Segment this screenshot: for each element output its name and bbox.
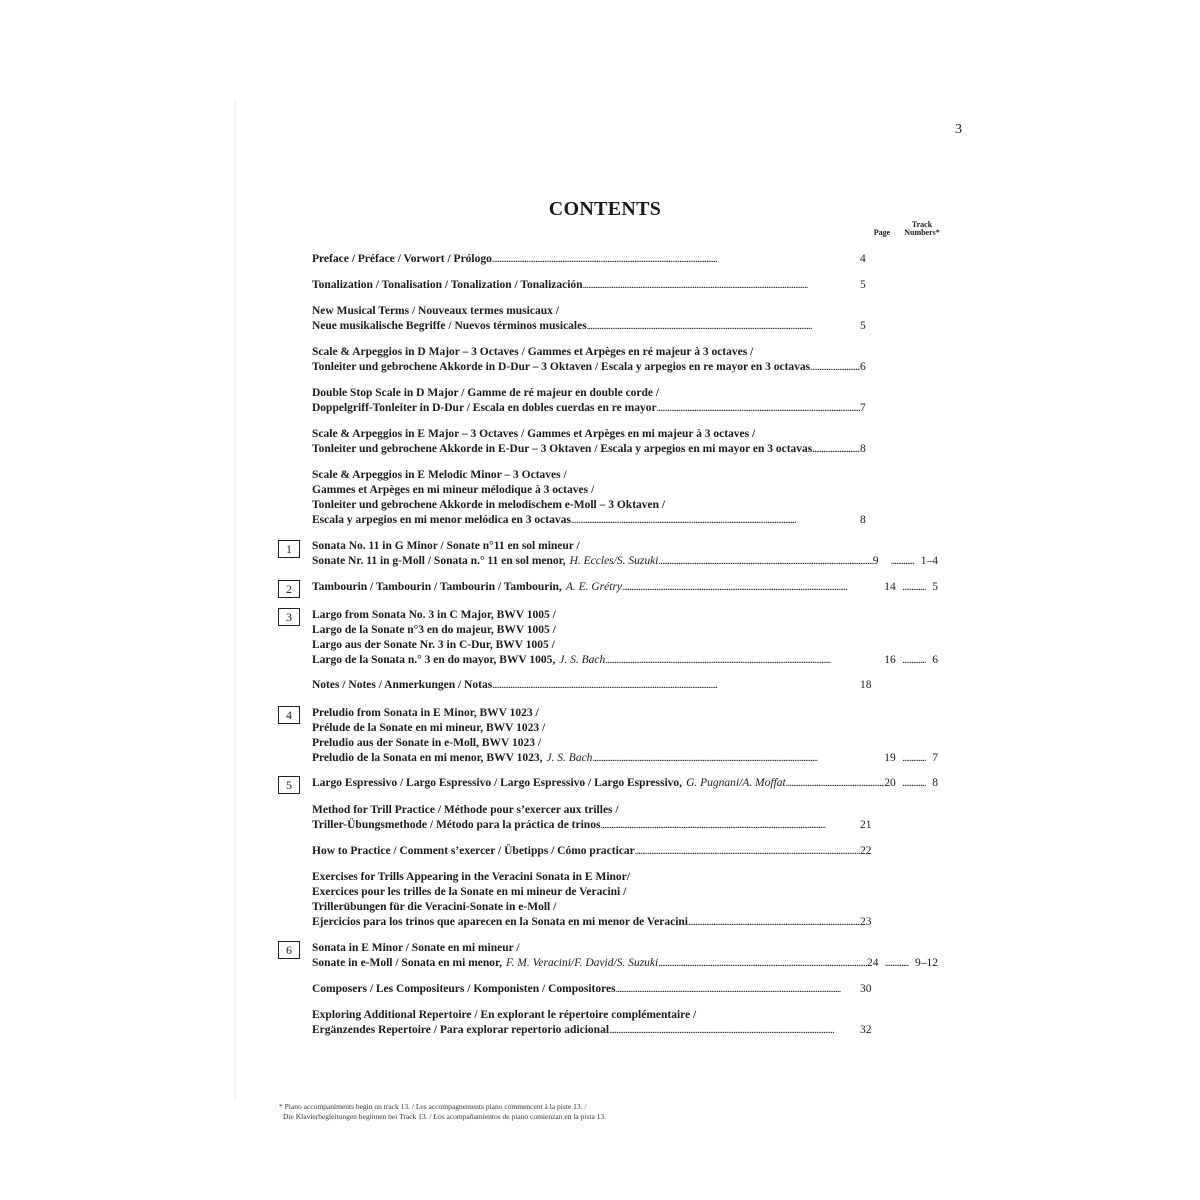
dot-leader [583,278,860,293]
toc-entry-page: 21 [860,819,872,831]
page-title: CONTENTS [548,198,662,220]
toc-entry-page: 4 [860,253,866,265]
dot-leader [571,513,860,528]
dot-leader [622,580,884,595]
toc-entry-title: Tonleiter und gebrochene Akkorde in D-Dur – 3 Oktaven / Escala y arpegios en re mayor en 3 octavas [312,361,811,373]
toc-entry-page: 6 [860,361,866,373]
dot-leader [592,751,884,766]
toc-entry-composer: A. E. Grétry [565,581,623,593]
toc-entry-line [312,956,938,971]
dot-leader [605,653,884,668]
toc-entry-title: Sonate Nr. 11 in g-Moll / Sonata n.° 11 en sol menor, [312,555,566,567]
dot-leader [609,1023,860,1038]
toc-entry-page: 5 [860,320,866,332]
toc-entry-line [312,554,938,569]
toc-entry-title: Neue musikalische Begriffe / Nuevos términos musicales [312,320,587,332]
toc-entry-line [312,539,938,554]
toc-entry-title: Exploring Additional Repertoire / En explorant le répertoire complémentaire / [312,1009,697,1021]
toc-entry-composer: J. S. Bach [546,752,593,764]
toc-entry-line [312,304,938,319]
toc-entry-composer: F. M. Veracini/F. David/S. Suzuki [505,957,659,969]
toc-entry-title: New Musical Terms / Nouveaux termes musicaux / [312,305,559,317]
toc-entry-tracks: 1–4 [920,555,938,567]
toc-entry-title: Scale & Arpeggios in E Major – 3 Octaves / Gammes et Arpèges en mi majeur à 3 octaves / [312,428,756,440]
column-header-page: Page [873,228,891,237]
toc-entry [312,345,938,375]
toc-entry-line [312,386,938,401]
toc-entry-title: Sonata in E Minor / Sonate en mi mineur / [312,942,520,954]
toc-entry [312,1008,938,1038]
piece-number-box: 2 [278,580,300,598]
dot-leader [616,982,860,997]
toc-entry-title: Notes / Notes / Anmerkungen / Notas [312,679,493,691]
toc-entry-line [312,483,938,498]
toc-entry [312,580,938,595]
toc-entry-title: Largo from Sonata No. 3 in C Major, BWV 1005 / [312,609,556,621]
toc-entry-line [312,1023,938,1038]
toc-entry-page: 8 [860,443,866,455]
dot-leader [688,915,860,930]
toc-entry [312,468,938,528]
toc-entry-title: Tonleiter und gebrochene Akkorde in E-Dur – 3 Oktaven / Escala y arpegios en mi mayor en 3 octavas [312,443,813,455]
toc-entry-title: Preludio from Sonata in E Minor, BWV 1023 / [312,707,539,719]
toc-entry-title: Exercices pour les trilles de la Sonate en mi mineur de Veracini / [312,886,627,898]
toc-entry [312,427,938,457]
dot-leader [492,252,860,267]
toc-entry-line [312,319,938,334]
track-dot-leader [902,653,932,668]
footnote-line-2: Die Klavierbegleitungen beginnen bei Track 13. / Los acompañamientos de piano comienzan en la pista 13. [283,1112,607,1121]
toc-entry-title: Tonleiter und gebrochene Akkorde in melodischem e-Moll – 3 Oktaven / [312,499,666,511]
track-dot-leader [885,956,915,971]
toc-entry [312,278,938,293]
toc-entry-title: Scale & Arpeggios in E Melodic Minor – 3 Octaves / [312,469,567,481]
track-dot-leader [902,580,932,595]
toc-entry-line [312,580,938,595]
toc-entry-line [312,900,938,915]
toc-entry-line [312,252,938,267]
footnote [279,1102,606,1122]
toc-entry-composer: H. Eccles/S. Suzuki [569,555,659,567]
dot-leader [658,956,867,971]
toc-entry-title: Preludio aus der Sonate in e-Moll, BWV 1023 / [312,737,542,749]
toc-entry-title: Tambourin / Tambourin / Tambourin / Tambourin, [312,581,562,593]
toc-entry-page: 24 [867,957,879,969]
toc-entry-title: How to Practice / Comment s’exercer / Übetipps / Cómo practicar [312,845,635,857]
dot-leader [658,554,872,569]
toc-entry-tracks: 8 [932,777,938,789]
toc-entry-title: Method for Trill Practice / Méthode pour s’exercer aux trilles / [312,804,619,816]
toc-entry [312,844,938,859]
toc-entry-line [312,401,938,416]
toc-entry-line [312,721,938,736]
toc-entry-title: Ejercicios para los trinos que aparecen en la Sonata en mi menor de Veracini [312,916,688,928]
toc-entry-line [312,360,938,375]
column-header-track-line2: Numbers* [904,228,940,237]
track-dot-leader [902,751,932,766]
toc-entry-page: 32 [860,1024,872,1036]
toc-entry-title: Trillerübungen für die Veracini-Sonate in e-Moll / [312,901,557,913]
piece-number-box: 4 [278,706,300,724]
toc-entry-title: Exercises for Trills Appearing in the Veracini Sonata in E Minor/ [312,871,630,883]
toc-entry [312,706,938,766]
dot-leader [657,401,860,416]
toc-entry-page: 23 [860,916,872,928]
toc-entry-title: Tonalization / Tonalisation / Tonalization / Tonalización [312,279,583,291]
toc-entry-title: Escala y arpegios en mi menor melódica en 3 octavas [312,514,571,526]
toc-entry-title: Triller-Übungsmethode / Método para la práctica de trinos [312,819,601,831]
track-dot-leader [902,776,932,791]
toc-entry [312,776,938,791]
page-number: 3 [955,122,962,137]
toc-entry-composer: J. S. Bach [559,654,606,666]
footnote-line-1: * Piano accompaniments begin on track 13. / Les accompagnements piano commencent à la piste 13. / [279,1102,587,1111]
dot-leader [587,319,860,334]
toc-entry [312,386,938,416]
toc-entry [312,304,938,334]
toc-entry-composer: G. Pugnani/A. Moffat [686,777,786,789]
toc-entry-line [312,608,938,623]
toc-entry-line [312,870,938,885]
toc-entry-line [312,915,938,930]
toc-entry-page: 19 [884,752,896,764]
toc-entry-title: Double Stop Scale in D Major / Gamme de ré majeur en double corde / [312,387,660,399]
dot-leader [810,360,860,375]
column-header-track-numbers [900,221,944,237]
toc-entry-line [312,803,938,818]
toc-entry-line [312,513,938,528]
toc-entry [312,982,938,997]
toc-entry-line [312,638,938,653]
toc-entry-line [312,442,938,457]
toc-entry-title: Sonate in e-Moll / Sonata en mi menor, [312,957,502,969]
toc-entry-line [312,941,938,956]
dot-leader [812,442,860,457]
toc-entry-line [312,345,938,360]
toc-entry-page: 5 [860,279,866,291]
toc-entry [312,608,938,668]
toc-entry-page: 22 [860,845,872,857]
toc-entry-title: Preface / Préface / Vorwort / Prólogo [312,253,492,265]
toc-entry [312,678,938,693]
dot-leader [635,844,860,859]
toc-entry-title: Composers / Les Compositeurs / Komponisten / Compositores [312,983,616,995]
toc-entry-title: Largo de la Sonate n°3 en do majeur, BWV 1005 / [312,624,556,636]
toc-entry-line [312,427,938,442]
track-dot-leader [891,554,921,569]
page-edge-shadow [234,100,237,1100]
piece-number-box: 6 [278,941,300,959]
toc-entry-line [312,982,938,997]
toc-entry-line [312,736,938,751]
piece-number-box: 5 [278,776,300,794]
toc-entry-title: Gammes et Arpèges en mi mineur mélodique à 3 octaves / [312,484,595,496]
dot-leader [492,678,860,693]
toc-entry-page: 14 [884,581,896,593]
toc-entry-line [312,278,938,293]
toc-entry-line [312,1008,938,1023]
toc-entry-tracks: 6 [932,654,938,666]
toc-entry-line [312,751,938,766]
toc-entry-line [312,885,938,900]
toc-entry-line [312,678,938,693]
toc-entry-title: Sonata No. 11 in G Minor / Sonate n°11 en sol mineur / [312,540,580,552]
toc-entry-page: 18 [860,679,872,691]
toc-entry-page: 8 [860,514,866,526]
toc-entry-title: Scale & Arpeggios in D Major – 3 Octaves / Gammes et Arpèges en ré majeur à 3 octaves / [312,346,754,358]
toc-entry [312,941,938,971]
column-header-track-line1: Track [911,220,933,229]
toc-entry-title: Prélude de la Sonate en mi mineur, BWV 1023 / [312,722,546,734]
toc-entry-title: Preludio de la Sonata en mi menor, BWV 1023, [312,752,543,764]
toc-entry-page: 9 [872,555,879,567]
toc-entry-page: 7 [860,402,866,414]
toc-entry-page: 16 [884,654,896,666]
toc-entry [312,870,938,930]
dot-leader [600,818,860,833]
dot-leader [786,776,885,791]
toc-entry-line [312,844,938,859]
toc-entry [312,539,938,569]
toc-entry-title: Doppelgriff-Tonleiter in D-Dur / Escala en dobles cuerdas en re mayor [312,402,657,414]
toc-entry-line [312,623,938,638]
toc-entry [312,252,938,267]
toc-entry-line [312,818,938,833]
toc-entry-title: Ergänzendes Repertoire / Para explorar repertorio adicional [312,1024,610,1036]
toc-entry-title: Largo de la Sonata n.° 3 en do mayor, BWV 1005, [312,654,556,666]
toc-entry-line [312,653,938,668]
toc-entry-line [312,498,938,513]
toc-entry-page: 20 [884,777,896,789]
piece-number-box: 1 [278,540,300,558]
toc-entry-tracks: 9–12 [915,957,938,969]
toc-entry-line [312,776,938,791]
toc-entry-page: 30 [860,983,872,995]
toc-entry-line [312,706,938,721]
toc-entry-tracks: 5 [932,581,938,593]
toc-entry [312,803,938,833]
piece-number-box: 3 [278,608,300,626]
toc-entry-title: Largo aus der Sonate Nr. 3 in C-Dur, BWV 1005 / [312,639,555,651]
toc-entry-title: Largo Espressivo / Largo Espressivo / Largo Espressivo / Largo Espressivo, [312,777,683,789]
toc-entry-tracks: 7 [932,752,938,764]
toc-entry-line [312,468,938,483]
